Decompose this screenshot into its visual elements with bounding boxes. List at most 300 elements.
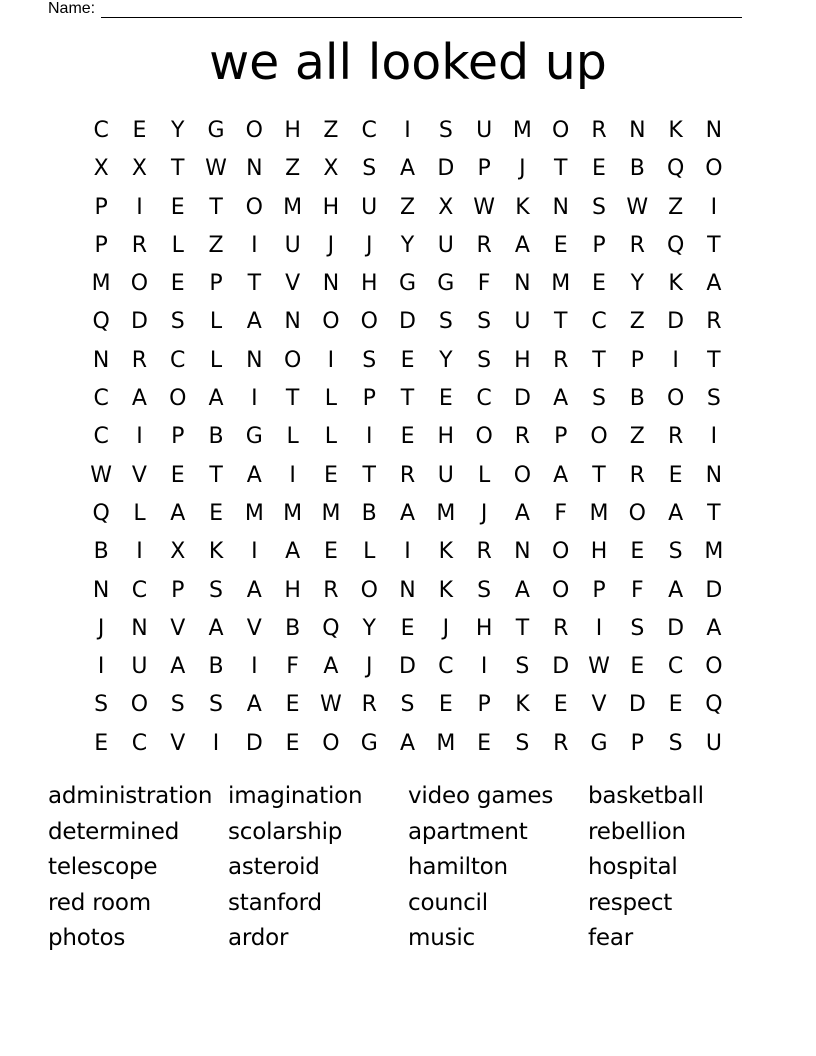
grid-letter: E bbox=[592, 271, 606, 297]
grid-letter: G bbox=[245, 424, 263, 450]
grid-letter: Z bbox=[285, 156, 301, 182]
grid-letter: A bbox=[246, 309, 262, 335]
grid-letter: M bbox=[283, 500, 303, 526]
grid-letter: D bbox=[513, 386, 531, 412]
word-list-item: fear bbox=[588, 925, 633, 951]
grid-letter: G bbox=[360, 730, 378, 756]
grid-letter: B bbox=[629, 386, 645, 412]
letter-grid bbox=[82, 112, 733, 763]
grid-letter: F bbox=[554, 500, 568, 526]
grid-letter: T bbox=[285, 386, 300, 412]
grid-letter: P bbox=[630, 730, 644, 756]
grid-letter: N bbox=[284, 309, 301, 335]
grid-letter: P bbox=[592, 577, 606, 603]
grid-letter: Z bbox=[629, 424, 645, 450]
grid-letter: O bbox=[705, 654, 723, 680]
grid-letter: U bbox=[514, 309, 531, 335]
grid-letter: E bbox=[400, 347, 415, 373]
grid-letter: E bbox=[209, 500, 223, 526]
grid-letter: N bbox=[246, 347, 263, 373]
grid-letter: C bbox=[591, 309, 607, 335]
grid-letter: I bbox=[595, 615, 603, 641]
grid-letter: A bbox=[553, 386, 569, 412]
word-list bbox=[48, 779, 768, 957]
word-list-item: council bbox=[408, 889, 488, 916]
word-list-item: asteroid bbox=[228, 854, 320, 880]
grid-letter: X bbox=[323, 156, 339, 182]
grid-letter: W bbox=[205, 156, 227, 182]
grid-letter: V bbox=[170, 615, 186, 641]
grid-letter: F bbox=[630, 577, 644, 603]
grid-letter: W bbox=[588, 654, 610, 680]
grid-letter: R bbox=[629, 462, 645, 488]
grid-letter: S bbox=[592, 386, 606, 412]
grid-letter: L bbox=[363, 539, 376, 565]
grid-letter: H bbox=[475, 615, 493, 641]
grid-letter: Y bbox=[400, 232, 415, 258]
grid-letter: P bbox=[94, 194, 108, 220]
grid-letter: S bbox=[209, 692, 224, 718]
grid-letter: E bbox=[438, 386, 453, 412]
grid-letter: D bbox=[399, 654, 416, 680]
grid-letter: S bbox=[170, 692, 185, 718]
grid-letter: I bbox=[404, 539, 411, 565]
grid-letter: X bbox=[93, 156, 109, 182]
word-list-item: apartment bbox=[408, 818, 528, 845]
grid-letter: A bbox=[246, 692, 262, 718]
grid-letter: A bbox=[514, 232, 530, 258]
grid-letter: S bbox=[362, 347, 377, 373]
grid-letter: O bbox=[360, 309, 378, 335]
grid-letter: B bbox=[361, 500, 377, 526]
grid-letter: L bbox=[171, 232, 184, 258]
grid-letter: D bbox=[628, 692, 646, 718]
grid-letter: K bbox=[668, 271, 683, 297]
grid-letter: T bbox=[553, 309, 568, 335]
grid-letter: R bbox=[131, 347, 148, 373]
grid-letter: J bbox=[97, 615, 105, 641]
grid-letter: D bbox=[552, 654, 570, 680]
grid-letter: K bbox=[438, 577, 454, 603]
grid-letter: S bbox=[592, 194, 606, 220]
grid-letter: S bbox=[668, 539, 683, 565]
grid-letter: M bbox=[283, 194, 303, 220]
grid-letter: I bbox=[710, 424, 718, 450]
grid-letter: N bbox=[629, 118, 646, 143]
grid-letter: P bbox=[554, 424, 568, 450]
grid-letter: Y bbox=[362, 615, 376, 641]
grid-letter: A bbox=[706, 271, 722, 297]
grid-letter: M bbox=[244, 500, 264, 526]
grid-letter: L bbox=[209, 347, 223, 373]
grid-letter: C bbox=[476, 386, 492, 412]
grid-letter: U bbox=[476, 118, 493, 143]
grid-letter: L bbox=[286, 424, 299, 450]
grid-letter: S bbox=[477, 577, 492, 603]
grid-letter: U bbox=[361, 194, 378, 220]
grid-letter: R bbox=[131, 232, 148, 258]
grid-letter: A bbox=[246, 577, 262, 603]
word-list-item: stanford bbox=[228, 889, 322, 916]
grid-letter: A bbox=[131, 386, 147, 412]
grid-letter: I bbox=[136, 194, 143, 220]
grid-letter: T bbox=[592, 347, 606, 373]
grid-letter: O bbox=[705, 156, 723, 182]
grid-letter: O bbox=[322, 309, 340, 335]
grid-letter: E bbox=[323, 462, 338, 488]
grid-letter: J bbox=[365, 654, 373, 680]
grid-letter: N bbox=[246, 156, 263, 182]
grid-letter: P bbox=[362, 386, 376, 412]
grid-letter: R bbox=[361, 692, 377, 718]
grid-letter: S bbox=[668, 730, 683, 756]
grid-letter: H bbox=[360, 271, 378, 297]
grid-letter: B bbox=[208, 424, 224, 450]
grid-letter: Z bbox=[399, 194, 416, 220]
grid-letter: U bbox=[705, 730, 722, 756]
grid-letter: A bbox=[323, 654, 339, 680]
grid-letter: O bbox=[552, 577, 570, 603]
grid-letter: G bbox=[590, 730, 608, 756]
grid-letter: O bbox=[590, 424, 608, 450]
grid-letter: G bbox=[437, 271, 455, 297]
grid-letter: E bbox=[285, 692, 300, 718]
grid-letter: K bbox=[515, 194, 530, 220]
grid-letter: O bbox=[245, 118, 263, 143]
grid-letter: E bbox=[630, 654, 645, 680]
grid-letter: A bbox=[668, 500, 684, 526]
grid-letter: R bbox=[553, 615, 569, 641]
grid-letter: S bbox=[515, 730, 530, 756]
grid-letter: I bbox=[251, 654, 258, 680]
grid-letter: I bbox=[365, 424, 373, 450]
grid-letter: Y bbox=[630, 271, 645, 297]
grid-letter: J bbox=[365, 232, 373, 258]
grid-letter: E bbox=[438, 692, 453, 718]
grid-letter: U bbox=[437, 232, 454, 258]
grid-letter: O bbox=[245, 194, 263, 220]
grid-letter: I bbox=[251, 386, 258, 412]
grid-letter: E bbox=[132, 118, 147, 143]
grid-letter: P bbox=[171, 577, 185, 603]
grid-letter: Y bbox=[171, 118, 185, 143]
grid-letter: D bbox=[399, 309, 416, 335]
name-label: Name: bbox=[48, 0, 96, 17]
grid-letter: V bbox=[591, 692, 607, 718]
grid-letter: O bbox=[552, 539, 570, 565]
grid-letter: S bbox=[706, 386, 721, 412]
grid-letter: N bbox=[514, 271, 531, 297]
grid-letter: M bbox=[436, 730, 456, 756]
grid-letter: O bbox=[552, 118, 570, 143]
grid-letter: N bbox=[514, 539, 531, 565]
grid-letter: T bbox=[707, 232, 721, 258]
grid-letter: E bbox=[323, 539, 338, 565]
word-list-item: video games bbox=[408, 783, 554, 809]
grid-letter: T bbox=[400, 386, 415, 412]
grid-letter: E bbox=[400, 615, 415, 641]
grid-letter: V bbox=[131, 462, 147, 488]
grid-letter: P bbox=[209, 271, 223, 297]
grid-letter: R bbox=[553, 347, 569, 373]
grid-letter: J bbox=[327, 232, 335, 258]
grid-letter: G bbox=[398, 271, 417, 297]
grid-letter: R bbox=[399, 462, 416, 488]
grid-letter: Q bbox=[92, 309, 110, 335]
grid-letter: R bbox=[553, 730, 569, 756]
grid-letter: A bbox=[399, 500, 416, 526]
grid-letter: P bbox=[171, 424, 185, 450]
grid-letter: S bbox=[400, 692, 415, 718]
grid-letter: O bbox=[360, 577, 378, 603]
grid-letter: A bbox=[514, 577, 530, 603]
grid-letter: V bbox=[170, 730, 186, 756]
word-list-item: basketball bbox=[588, 783, 704, 809]
grid-letter: V bbox=[285, 271, 301, 297]
grid-letter: M bbox=[321, 500, 341, 526]
word-list-item: imagination bbox=[228, 783, 363, 809]
grid-letter: A bbox=[246, 462, 262, 488]
grid-letter: H bbox=[284, 118, 301, 143]
grid-letter: E bbox=[630, 539, 645, 565]
grid-letter: E bbox=[477, 730, 492, 756]
grid-letter: K bbox=[668, 118, 683, 143]
grid-letter: A bbox=[399, 730, 416, 756]
grid-letter: K bbox=[438, 539, 454, 565]
grid-letter: E bbox=[553, 232, 568, 258]
grid-letter: B bbox=[208, 654, 224, 680]
grid-letter: Z bbox=[629, 309, 645, 335]
grid-letter: I bbox=[136, 424, 143, 450]
grid-letter: D bbox=[130, 309, 148, 335]
grid-letter: M bbox=[551, 271, 571, 297]
grid-letter: Q bbox=[705, 692, 723, 718]
grid-letter: G bbox=[207, 118, 225, 143]
grid-letter: A bbox=[285, 539, 301, 565]
grid-letter: O bbox=[322, 730, 340, 756]
word-list-item: red room bbox=[48, 889, 151, 916]
grid-letter: E bbox=[668, 462, 683, 488]
name-field bbox=[48, 0, 742, 18]
grid-letter: I bbox=[97, 654, 105, 680]
grid-letter: S bbox=[477, 309, 492, 335]
grid-letter: O bbox=[283, 347, 302, 373]
grid-letter: C bbox=[170, 347, 186, 373]
grid-letter: M bbox=[91, 271, 111, 297]
grid-letter: E bbox=[170, 462, 185, 488]
grid-letter: N bbox=[552, 194, 569, 220]
word-list-item: determined bbox=[48, 818, 180, 845]
grid-letter: W bbox=[320, 692, 342, 718]
grid-letter: H bbox=[284, 577, 301, 603]
grid-letter: S bbox=[209, 577, 224, 603]
word-list-item: ardor bbox=[228, 925, 289, 951]
grid-letter: S bbox=[515, 654, 530, 680]
grid-letter: H bbox=[590, 539, 608, 565]
grid-letter: T bbox=[515, 615, 530, 641]
grid-letter: D bbox=[667, 615, 685, 641]
grid-letter: C bbox=[438, 654, 454, 680]
grid-letter: T bbox=[209, 462, 223, 488]
grid-letter: R bbox=[629, 232, 645, 258]
grid-letter: N bbox=[92, 577, 110, 603]
grid-letter: F bbox=[477, 271, 491, 297]
grid-letter: B bbox=[629, 156, 645, 182]
grid-letter: T bbox=[707, 500, 721, 526]
grid-letter: E bbox=[170, 194, 185, 220]
grid-letter: A bbox=[553, 462, 569, 488]
grid-letter: O bbox=[475, 424, 493, 450]
grid-letter: B bbox=[93, 539, 109, 565]
grid-letter: P bbox=[94, 232, 108, 258]
grid-letter: E bbox=[668, 692, 683, 718]
grid-letter: I bbox=[251, 232, 258, 258]
grid-letter: I bbox=[289, 462, 296, 488]
grid-letter: M bbox=[512, 118, 532, 143]
grid-letter: T bbox=[171, 156, 185, 182]
grid-letter: T bbox=[707, 347, 721, 373]
grid-letter: P bbox=[592, 232, 606, 258]
grid-letter: F bbox=[286, 654, 299, 680]
grid-letter: M bbox=[589, 500, 609, 526]
grid-letter: D bbox=[667, 309, 685, 335]
word-list-item: rebellion bbox=[588, 818, 686, 845]
grid-letter: E bbox=[94, 730, 109, 756]
grid-letter: Z bbox=[668, 194, 684, 220]
grid-letter: I bbox=[672, 347, 679, 373]
grid-letter: Q bbox=[666, 156, 685, 182]
grid-letter: I bbox=[480, 654, 488, 680]
grid-letter: W bbox=[626, 194, 649, 220]
grid-letter: X bbox=[438, 194, 454, 220]
grid-letter: N bbox=[322, 271, 340, 297]
grid-letter: K bbox=[208, 539, 224, 565]
grid-letter: Z bbox=[323, 118, 339, 143]
word-list-item: photos bbox=[48, 925, 126, 951]
grid-letter: I bbox=[404, 118, 411, 143]
grid-letter: A bbox=[170, 500, 186, 526]
grid-letter: P bbox=[630, 347, 644, 373]
grid-letter: J bbox=[480, 500, 488, 526]
grid-letter: O bbox=[628, 500, 646, 526]
grid-letter: A bbox=[208, 615, 224, 641]
grid-letter: R bbox=[706, 309, 722, 335]
grid-letter: E bbox=[592, 156, 606, 182]
grid-letter: E bbox=[170, 271, 185, 297]
grid-letter: S bbox=[362, 156, 377, 182]
grid-letter: W bbox=[473, 194, 495, 220]
grid-letter: L bbox=[133, 500, 146, 526]
grid-letter: L bbox=[324, 386, 338, 412]
grid-letter: Q bbox=[92, 500, 110, 526]
grid-letter: S bbox=[477, 347, 492, 373]
name-blank-line bbox=[101, 2, 742, 18]
grid-letter: C bbox=[667, 654, 684, 680]
grid-letter: S bbox=[94, 692, 109, 718]
grid-letter: L bbox=[477, 462, 491, 488]
grid-letter: T bbox=[553, 156, 568, 182]
grid-letter: P bbox=[477, 156, 491, 182]
grid-letter: U bbox=[437, 462, 454, 488]
grid-letter: S bbox=[438, 118, 453, 143]
word-list-item: respect bbox=[588, 889, 673, 916]
grid-letter: I bbox=[327, 347, 335, 373]
grid-letter: O bbox=[666, 386, 685, 412]
grid-letter: K bbox=[515, 692, 530, 718]
grid-letter: R bbox=[514, 424, 531, 450]
grid-letter: O bbox=[130, 271, 149, 297]
grid-letter: N bbox=[705, 118, 723, 143]
grid-letter: S bbox=[170, 309, 185, 335]
word-list-item: music bbox=[408, 925, 476, 951]
grid-letter: W bbox=[90, 462, 113, 488]
grid-letter: X bbox=[131, 156, 147, 182]
grid-letter: N bbox=[131, 615, 148, 641]
grid-letter: T bbox=[247, 271, 262, 297]
grid-letter: Q bbox=[666, 232, 685, 258]
grid-letter: O bbox=[169, 386, 187, 412]
grid-letter: M bbox=[704, 539, 724, 565]
grid-letter: C bbox=[361, 118, 377, 143]
grid-letter: O bbox=[130, 692, 149, 718]
grid-letter: Z bbox=[208, 232, 224, 258]
grid-letter: Y bbox=[439, 347, 453, 373]
puzzle-title: we all looked up bbox=[209, 34, 607, 91]
grid-letter: A bbox=[514, 500, 530, 526]
grid-letter: A bbox=[668, 577, 684, 603]
grid-letter: D bbox=[437, 156, 455, 182]
grid-letter: R bbox=[591, 118, 607, 143]
grid-letter: E bbox=[400, 424, 415, 450]
grid-letter: L bbox=[209, 309, 223, 335]
word-list-item: telescope bbox=[48, 854, 158, 880]
grid-letter: I bbox=[136, 539, 143, 565]
grid-letter: R bbox=[667, 424, 684, 450]
grid-letter: X bbox=[170, 539, 186, 565]
grid-letter: H bbox=[322, 194, 340, 220]
grid-letter: D bbox=[705, 577, 723, 603]
grid-letter: P bbox=[477, 692, 491, 718]
grid-letter: O bbox=[513, 462, 532, 488]
grid-letter: L bbox=[324, 424, 338, 450]
grid-letter: U bbox=[284, 232, 301, 258]
grid-letter: E bbox=[553, 692, 568, 718]
grid-letter: B bbox=[285, 615, 301, 641]
grid-letter: A bbox=[706, 615, 722, 641]
grid-letter: Q bbox=[322, 615, 340, 641]
word-list-item: hospital bbox=[588, 854, 678, 880]
grid-letter: A bbox=[170, 654, 186, 680]
grid-letter: I bbox=[710, 194, 718, 220]
grid-letter: C bbox=[93, 424, 109, 450]
grid-letter: C bbox=[93, 118, 109, 143]
grid-letter: V bbox=[246, 615, 262, 641]
grid-letter: R bbox=[323, 577, 339, 603]
grid-letter: J bbox=[442, 615, 450, 641]
grid-letter: R bbox=[476, 539, 492, 565]
grid-letter: N bbox=[399, 577, 416, 603]
grid-letter: S bbox=[630, 615, 645, 641]
grid-letter: A bbox=[399, 156, 416, 182]
grid-letter: D bbox=[245, 730, 263, 756]
grid-letter: N bbox=[92, 347, 110, 373]
grid-letter: T bbox=[592, 462, 606, 488]
grid-letter: E bbox=[285, 730, 300, 756]
grid-letter: M bbox=[436, 500, 456, 526]
grid-letter: R bbox=[476, 232, 492, 258]
grid-letter: N bbox=[705, 462, 723, 488]
word-list-item: administration bbox=[48, 783, 213, 809]
